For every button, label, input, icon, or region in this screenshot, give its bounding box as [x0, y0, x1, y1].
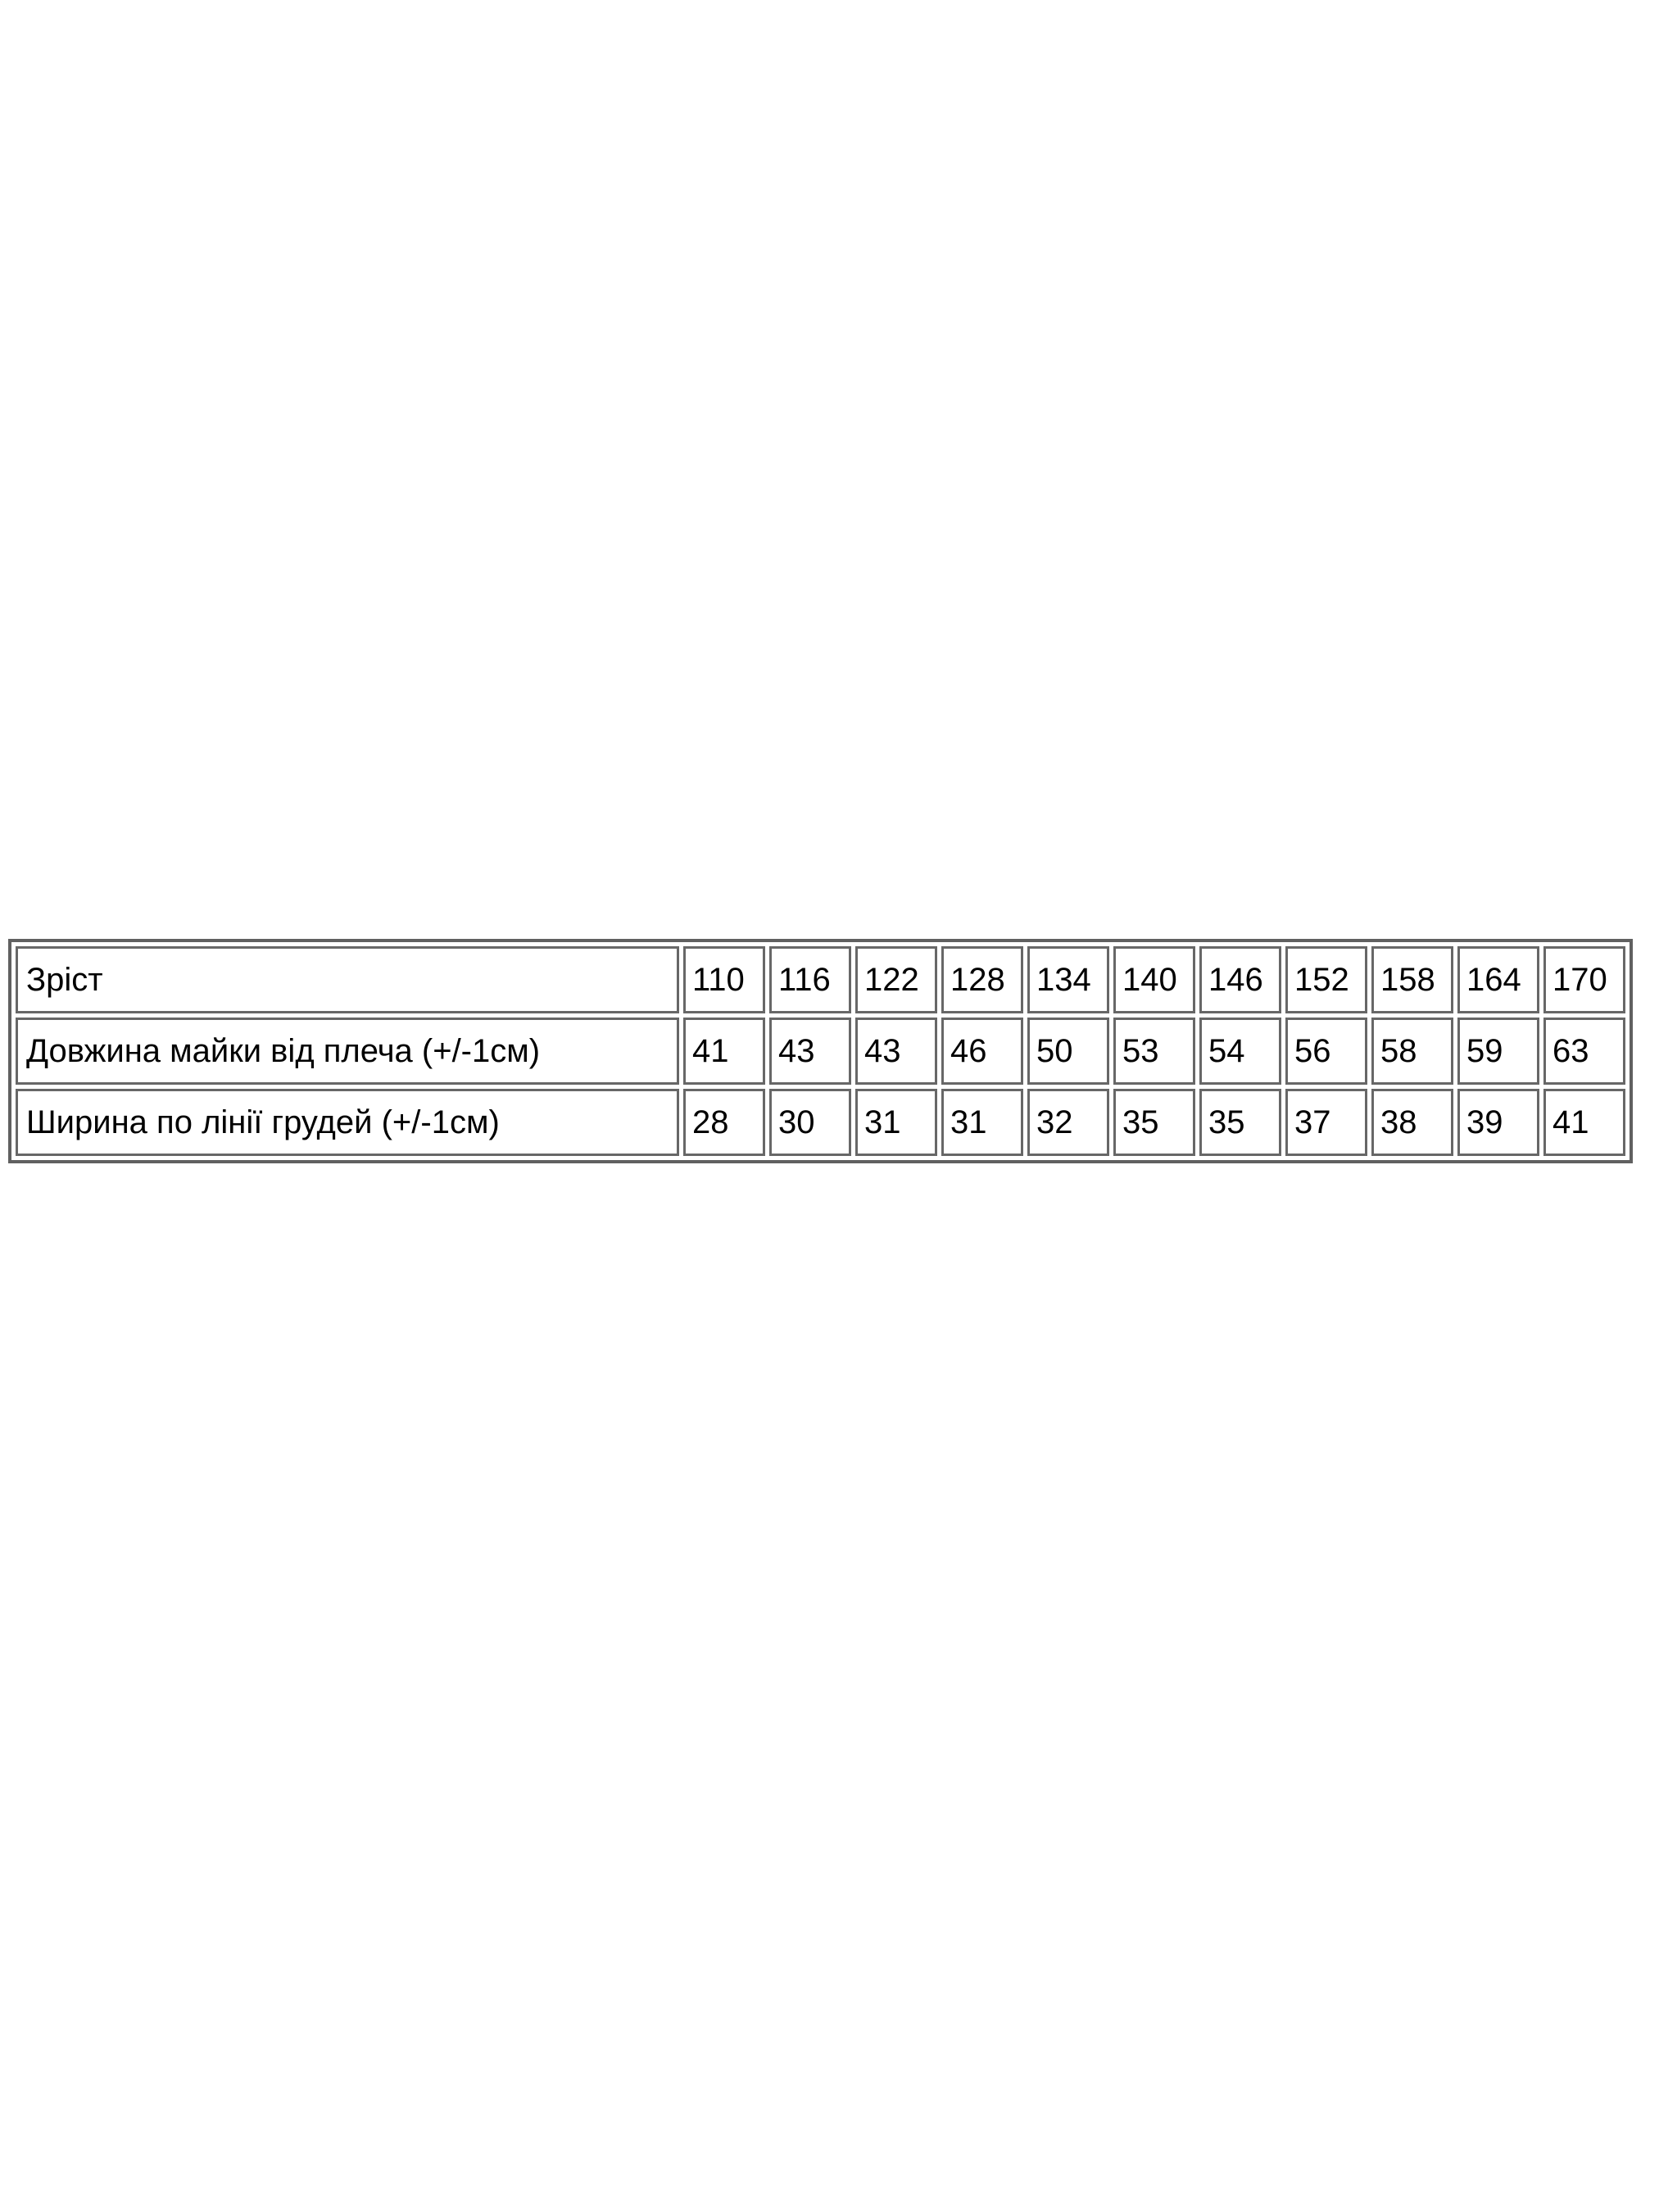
size-cell: 58 — [1371, 1018, 1453, 1085]
table-row-length — [16, 1018, 1625, 1085]
size-cell: 43 — [855, 1018, 937, 1085]
size-cell: 50 — [1027, 1018, 1109, 1085]
size-cell: 170 — [1543, 946, 1625, 1013]
size-cell: 41 — [1543, 1089, 1625, 1156]
size-cell: 35 — [1113, 1089, 1195, 1156]
table-row-chest-width — [16, 1089, 1625, 1156]
size-cell: 140 — [1113, 946, 1195, 1013]
table-row-height — [16, 946, 1625, 1013]
size-cell: 116 — [769, 946, 851, 1013]
size-chart-body — [16, 946, 1625, 1156]
size-cell: 30 — [769, 1089, 851, 1156]
size-cell: 63 — [1543, 1018, 1625, 1085]
size-cell: 35 — [1199, 1089, 1281, 1156]
row-label: Довжина майки від плеча (+/-1см) — [16, 1018, 679, 1085]
size-cell: 152 — [1285, 946, 1367, 1013]
size-cell: 38 — [1371, 1089, 1453, 1156]
size-cell: 128 — [941, 946, 1023, 1013]
size-cell: 122 — [855, 946, 937, 1013]
size-cell: 31 — [941, 1089, 1023, 1156]
size-cell: 56 — [1285, 1018, 1367, 1085]
size-cell: 158 — [1371, 946, 1453, 1013]
size-cell: 32 — [1027, 1089, 1109, 1156]
row-label: Ширина по лінії грудей (+/-1см) — [16, 1089, 679, 1156]
size-cell: 28 — [683, 1089, 765, 1156]
size-cell: 164 — [1457, 946, 1539, 1013]
size-cell: 43 — [769, 1018, 851, 1085]
size-cell: 59 — [1457, 1018, 1539, 1085]
size-cell: 39 — [1457, 1089, 1539, 1156]
size-cell: 41 — [683, 1018, 765, 1085]
size-cell: 110 — [683, 946, 765, 1013]
row-label: Зріст — [16, 946, 679, 1013]
size-cell: 46 — [941, 1018, 1023, 1085]
size-cell: 37 — [1285, 1089, 1367, 1156]
size-cell: 53 — [1113, 1018, 1195, 1085]
size-chart-table — [8, 939, 1633, 1163]
size-cell: 134 — [1027, 946, 1109, 1013]
size-cell: 54 — [1199, 1018, 1281, 1085]
size-cell: 146 — [1199, 946, 1281, 1013]
size-cell: 31 — [855, 1089, 937, 1156]
